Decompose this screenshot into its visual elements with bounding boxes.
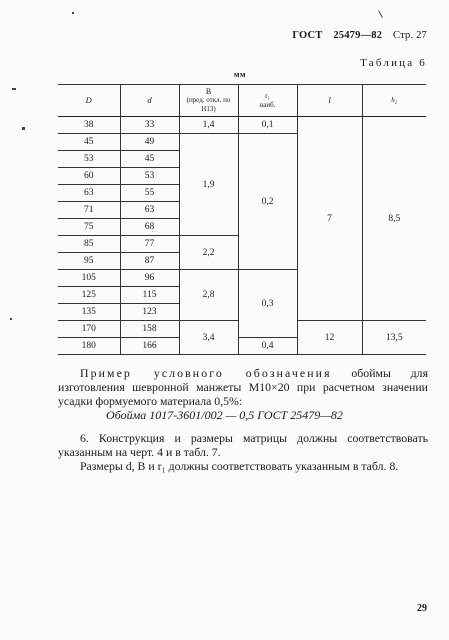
running-header: [284, 30, 427, 41]
cell-d: 45: [120, 151, 179, 168]
cell-D: 170: [58, 321, 120, 338]
cell-d: 63: [120, 202, 179, 219]
designation-example-paragraph: [58, 366, 428, 408]
cell-D: 180: [58, 338, 120, 355]
header-page: Стр. 27: [393, 30, 427, 41]
table-row: [58, 117, 426, 134]
clause-6-paragraph: 6. Конструкция и размеры матрицы должны соответствовать указанным на черт. 4 и в табл. 7.: [58, 431, 428, 459]
cell-D: 95: [58, 253, 120, 270]
cell-D: 60: [58, 168, 120, 185]
col-header-l: l: [297, 85, 362, 117]
dimension-table: [58, 84, 426, 355]
cell-r1: 0,1: [238, 117, 297, 134]
col-header-r1-note: наиб.: [259, 100, 276, 109]
cell-l: 12: [297, 321, 362, 355]
cell-D: 53: [58, 151, 120, 168]
cell-B: 1,9: [179, 134, 238, 236]
table-unit: мм: [234, 70, 246, 79]
scan-speck: [378, 10, 383, 17]
cell-r1: 0,3: [238, 270, 297, 338]
table-caption: Таблица 6: [360, 57, 427, 69]
cell-d: 158: [120, 321, 179, 338]
cell-D: 125: [58, 287, 120, 304]
header-standard: ГОСТ: [292, 30, 323, 41]
table-header-row: [58, 85, 426, 117]
cell-r1: 0,4: [238, 338, 297, 355]
header-number: 25479—82: [333, 30, 383, 41]
cell-l: 7: [297, 117, 362, 321]
cell-D: 71: [58, 202, 120, 219]
col-header-B: [179, 85, 238, 117]
cell-D: 75: [58, 219, 120, 236]
col-header-D: D: [58, 85, 120, 117]
dimensions-paragraph: Размеры d, B и r₁ должны соответствовать указанным в табл. 8.: [80, 459, 399, 473]
cell-d: 68: [120, 219, 179, 236]
col-header-h2: h₂: [362, 85, 426, 117]
cell-r1: 0,2: [238, 134, 297, 270]
designation-example-lead: Пример условного обозначения: [80, 366, 332, 380]
cell-B: 2,2: [179, 236, 238, 270]
cell-D: 135: [58, 304, 120, 321]
cell-B: 3,4: [179, 321, 238, 355]
cell-D: 105: [58, 270, 120, 287]
designation-example-body: обоймы для изготовления шевронной манжеты М10×20 при расчетном значении усадки формуемого материала 0,5%:: [58, 366, 428, 408]
col-header-d: d: [120, 85, 179, 117]
cell-d: 96: [120, 270, 179, 287]
col-header-B-note: (пред. откл. по Н13): [186, 96, 231, 113]
cell-d: 115: [120, 287, 179, 304]
cell-h2: 8,5: [362, 117, 426, 321]
col-header-B-symbol: B: [205, 86, 212, 96]
cell-d: 33: [120, 117, 179, 134]
scan-speck: [22, 127, 25, 130]
scan-speck: [72, 12, 74, 14]
cell-d: 49: [120, 134, 179, 151]
scan-speck: [10, 318, 12, 320]
page-number: 29: [417, 603, 427, 614]
cell-h2: 13,5: [362, 321, 426, 355]
cell-D: 85: [58, 236, 120, 253]
cell-d: 87: [120, 253, 179, 270]
scan-speck: [12, 88, 16, 90]
cell-B: 1,4: [179, 117, 238, 134]
cell-d: 53: [120, 168, 179, 185]
cell-D: 38: [58, 117, 120, 134]
designation-formula: Обойма 1017-3601/002 — 0,5 ГОСТ 25479—82: [106, 408, 343, 422]
cell-d: 166: [120, 338, 179, 355]
cell-D: 45: [58, 134, 120, 151]
cell-d: 77: [120, 236, 179, 253]
cell-D: 63: [58, 185, 120, 202]
cell-d: 55: [120, 185, 179, 202]
col-header-r1-symbol: r₁: [265, 92, 270, 100]
cell-B: 2,8: [179, 270, 238, 321]
cell-d: 123: [120, 304, 179, 321]
col-header-r1: [238, 85, 297, 117]
